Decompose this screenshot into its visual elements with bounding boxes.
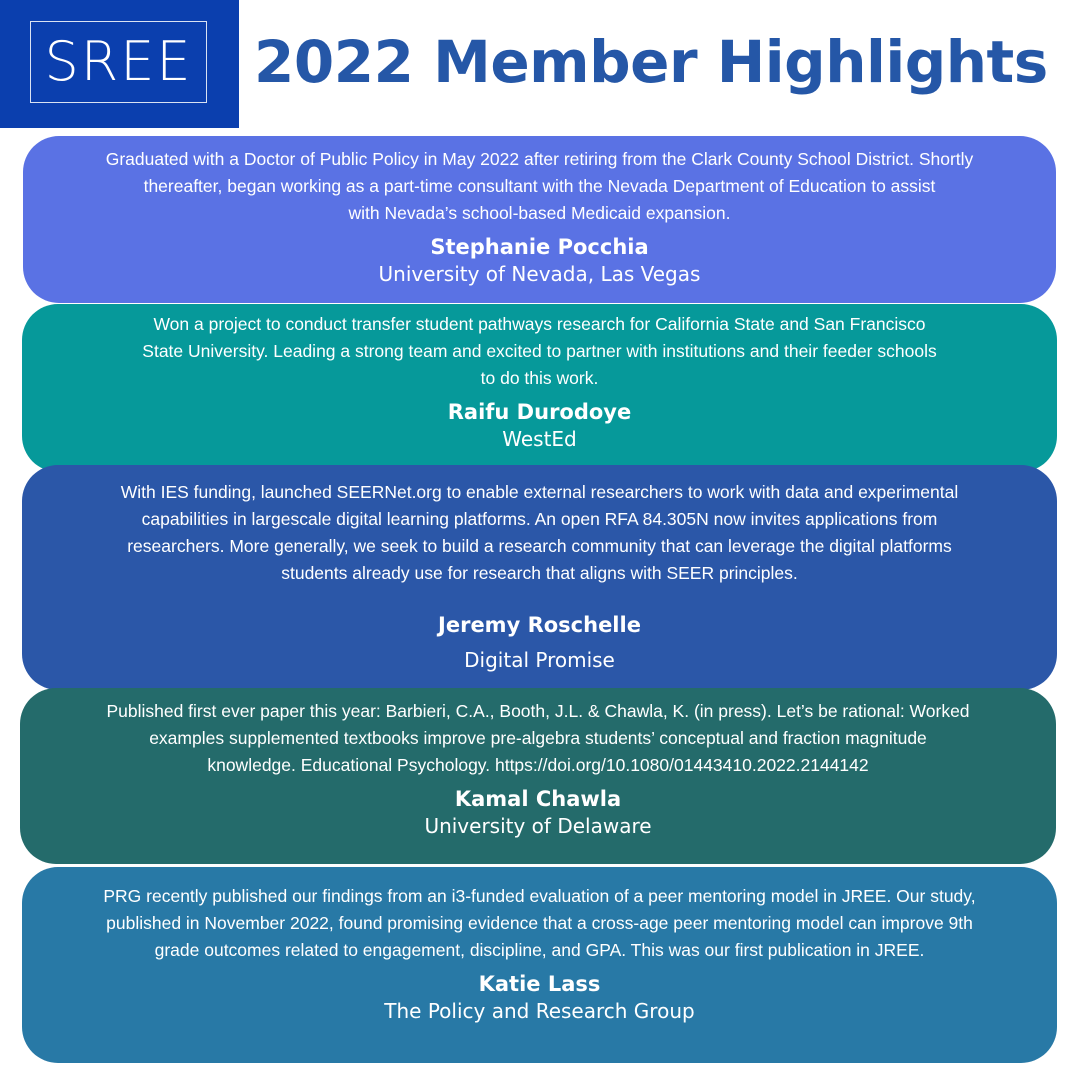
description-line: Graduated with a Doctor of Public Policy in May 2022 after retiring from the Clark County School District. Shortly bbox=[105, 149, 974, 169]
description-line: with Nevada’s school-based Medicaid expansion. bbox=[348, 203, 731, 223]
description-line: examples supplemented textbooks improve pre-algebra students’ conceptual and fraction magnitude bbox=[149, 728, 927, 748]
member-organization: University of Delaware bbox=[424, 814, 652, 838]
highlight-card-raifu-durodoye bbox=[22, 304, 1057, 472]
description-line: thereafter, began working as a part-time consultant with the Nevada Department of Education to assist bbox=[143, 176, 936, 196]
highlight-card-stephanie-pocchia bbox=[23, 136, 1056, 303]
description-line: students already use for research that aligns with SEER principles. bbox=[281, 563, 798, 583]
description-line: knowledge. Educational Psychology. https://doi.org/10.1080/01443410.2022.2144142 bbox=[207, 755, 869, 775]
highlight-card-jeremy-roschelle bbox=[22, 465, 1057, 690]
highlight-card-katie-lass bbox=[22, 867, 1057, 1063]
sree-logo bbox=[0, 0, 239, 128]
description-line: PRG recently published our findings from an i3-funded evaluation of a peer mentoring model in JREE. Our study, bbox=[103, 886, 976, 906]
description-line: capabilities in largescale digital learning platforms. An open RFA 84.305N now invites applications from bbox=[141, 509, 938, 529]
highlight-description bbox=[20, 698, 1056, 779]
description-line: With IES funding, launched SEERNet.org to enable external researchers to work with data and experimental bbox=[120, 482, 959, 502]
member-name: Kamal Chawla bbox=[454, 787, 622, 811]
member-name: Jeremy Roschelle bbox=[438, 613, 641, 637]
highlight-description bbox=[22, 883, 1057, 964]
member-name: Stephanie Pocchia bbox=[430, 235, 649, 259]
member-organization: Digital Promise bbox=[464, 648, 615, 672]
description-line: Won a project to conduct transfer student pathways research for California State and San Francisco bbox=[153, 314, 926, 334]
highlight-description bbox=[22, 479, 1057, 587]
page-title: 2022 Member Highlights bbox=[254, 28, 1048, 96]
description-line: Published first ever paper this year: Barbieri, C.A., Booth, J.L. & Chawla, K. (in press). Let’s be rational: Worked bbox=[106, 701, 970, 721]
description-line: grade outcomes related to engagement, discipline, and GPA. This was our first publication in JREE. bbox=[154, 940, 925, 960]
highlight-description bbox=[22, 311, 1057, 392]
member-name: Katie Lass bbox=[478, 972, 601, 996]
member-organization: WestEd bbox=[502, 427, 577, 451]
sree-logo-text: SREE bbox=[44, 30, 193, 93]
description-line: published in November 2022, found promising evidence that a cross-age peer mentoring model can improve 9th bbox=[106, 913, 973, 933]
highlight-card-kamal-chawla bbox=[20, 688, 1056, 864]
member-name: Raifu Durodoye bbox=[447, 400, 632, 424]
member-organization: University of Nevada, Las Vegas bbox=[378, 262, 701, 286]
member-organization: The Policy and Research Group bbox=[384, 999, 695, 1023]
description-line: to do this work. bbox=[480, 368, 599, 388]
description-line: researchers. More generally, we seek to build a research community that can leverage the digital platforms bbox=[127, 536, 952, 556]
highlight-description bbox=[23, 146, 1056, 227]
description-line: State University. Leading a strong team and excited to partner with institutions and their feeder schools bbox=[142, 341, 937, 361]
sree-logo-frame bbox=[30, 21, 207, 103]
